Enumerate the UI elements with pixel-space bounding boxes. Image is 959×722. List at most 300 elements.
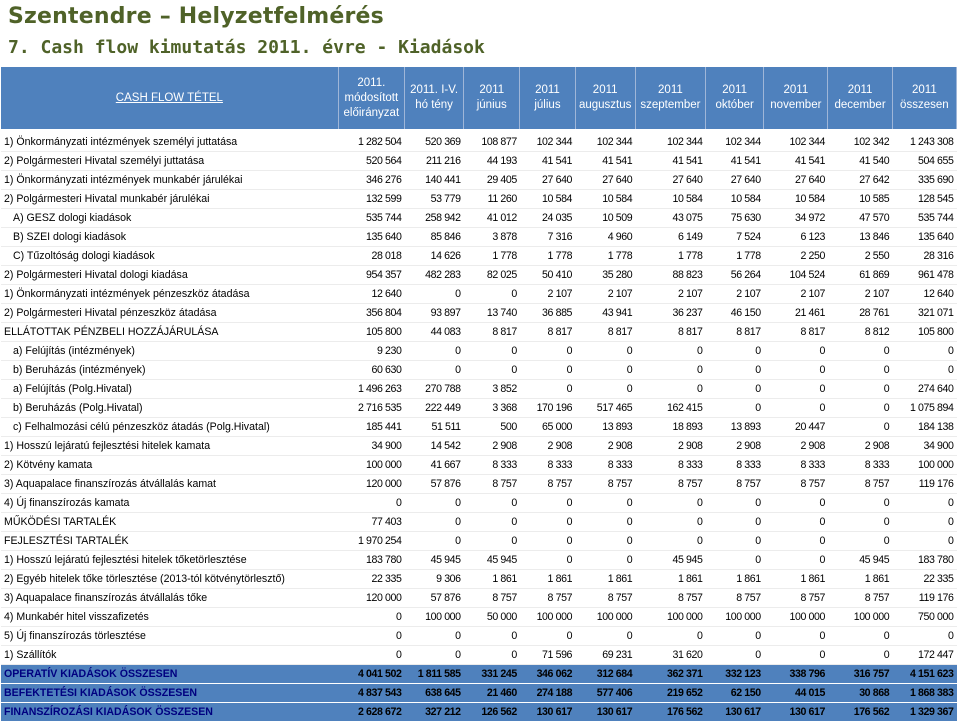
row-value: 22 335 bbox=[338, 570, 404, 589]
row-value: 128 545 bbox=[892, 190, 956, 209]
row-value: 0 bbox=[404, 627, 463, 646]
row-value: 8 757 bbox=[828, 589, 892, 608]
row-value: 1 861 bbox=[575, 570, 635, 589]
row-value: 71 596 bbox=[520, 646, 575, 665]
row-value: 41 541 bbox=[706, 152, 764, 171]
row-value: 8 757 bbox=[828, 475, 892, 494]
row-value: 332 123 bbox=[706, 665, 764, 684]
row-value: 105 800 bbox=[338, 323, 404, 342]
row-value: 274 640 bbox=[892, 380, 956, 399]
table-row bbox=[1, 456, 957, 475]
row-value: 2 107 bbox=[635, 285, 705, 304]
row-value: 1 075 894 bbox=[892, 399, 956, 418]
row-value: 0 bbox=[575, 513, 635, 532]
row-value: 482 283 bbox=[404, 266, 463, 285]
page-subtitle: 7. Cash flow kimutatás 2011. évre - Kiadások bbox=[8, 37, 485, 58]
row-value: 8 757 bbox=[764, 475, 828, 494]
row-value: 0 bbox=[764, 494, 828, 513]
row-value: 504 655 bbox=[892, 152, 956, 171]
table-row bbox=[1, 361, 957, 380]
row-value: 10 585 bbox=[828, 190, 892, 209]
row-label: a) Felújítás (intézmények) bbox=[1, 342, 338, 361]
row-label: B) SZEI dologi kiadások bbox=[1, 228, 338, 247]
row-value: 62 150 bbox=[706, 684, 764, 703]
row-value: 102 344 bbox=[575, 133, 635, 152]
row-value: 638 645 bbox=[404, 684, 463, 703]
row-value: 162 415 bbox=[635, 399, 705, 418]
row-value: 119 176 bbox=[892, 475, 956, 494]
row-value: 82 025 bbox=[464, 266, 520, 285]
row-value: 0 bbox=[764, 532, 828, 551]
table-row bbox=[1, 418, 957, 437]
table-row bbox=[1, 437, 957, 456]
row-label: 1) Hosszú lejáratú fejlesztési hitelek kamata bbox=[1, 437, 338, 456]
row-value: 51 511 bbox=[404, 418, 463, 437]
row-value: 0 bbox=[404, 532, 463, 551]
row-value: 41 012 bbox=[464, 209, 520, 228]
row-value: 0 bbox=[520, 494, 575, 513]
header-col-10: 2011 összesen bbox=[892, 67, 956, 129]
row-value: 24 035 bbox=[520, 209, 575, 228]
row-value: 10 584 bbox=[520, 190, 575, 209]
row-value: 2 908 bbox=[828, 437, 892, 456]
table-row bbox=[1, 380, 957, 399]
row-value: 130 617 bbox=[520, 703, 575, 722]
row-value: 45 945 bbox=[464, 551, 520, 570]
row-value: 3 368 bbox=[464, 399, 520, 418]
table-row bbox=[1, 190, 957, 209]
row-value: 0 bbox=[764, 399, 828, 418]
row-value: 0 bbox=[764, 551, 828, 570]
row-value: 0 bbox=[706, 342, 764, 361]
row-value: 0 bbox=[338, 627, 404, 646]
row-value: 100 000 bbox=[892, 456, 956, 475]
header-col-6: 2011 szeptember bbox=[635, 67, 705, 129]
row-value: 130 617 bbox=[764, 703, 828, 722]
row-label: A) GESZ dologi kiadások bbox=[1, 209, 338, 228]
row-value: 1 778 bbox=[575, 247, 635, 266]
table-row bbox=[1, 475, 957, 494]
row-value: 100 000 bbox=[520, 608, 575, 627]
row-value: 43 075 bbox=[635, 209, 705, 228]
row-value: 183 780 bbox=[338, 551, 404, 570]
row-label: c) Felhalmozási célú pénzeszköz átadás (Polg.Hivatal) bbox=[1, 418, 338, 437]
row-value: 108 877 bbox=[464, 133, 520, 152]
row-value: 0 bbox=[892, 494, 956, 513]
table-row bbox=[1, 285, 957, 304]
row-value: 7 524 bbox=[706, 228, 764, 247]
row-value: 61 869 bbox=[828, 266, 892, 285]
row-value: 222 449 bbox=[404, 399, 463, 418]
row-label: 1) Önkormányzati intézmények munkabér járulékai bbox=[1, 171, 338, 190]
row-value: 0 bbox=[706, 399, 764, 418]
row-value: 8 817 bbox=[464, 323, 520, 342]
row-label: 3) Aquapalace finanszírozás átvállalás kamat bbox=[1, 475, 338, 494]
row-value: 0 bbox=[404, 646, 463, 665]
row-value: 0 bbox=[404, 342, 463, 361]
header-col-9: 2011 december bbox=[828, 67, 892, 129]
row-value: 0 bbox=[706, 627, 764, 646]
row-value: 41 541 bbox=[764, 152, 828, 171]
row-value: 954 357 bbox=[338, 266, 404, 285]
row-value: 102 344 bbox=[520, 133, 575, 152]
row-value: 8 757 bbox=[706, 589, 764, 608]
row-value: 60 630 bbox=[338, 361, 404, 380]
row-value: 8 812 bbox=[828, 323, 892, 342]
row-value: 4 041 502 bbox=[338, 665, 404, 684]
row-value: 0 bbox=[828, 399, 892, 418]
row-value: 44 015 bbox=[764, 684, 828, 703]
row-value: 0 bbox=[575, 380, 635, 399]
row-value: 10 584 bbox=[706, 190, 764, 209]
row-value: 135 640 bbox=[338, 228, 404, 247]
row-value: 57 876 bbox=[404, 589, 463, 608]
row-value: 140 441 bbox=[404, 171, 463, 190]
row-value: 270 788 bbox=[404, 380, 463, 399]
row-value: 1 861 bbox=[764, 570, 828, 589]
row-value: 4 837 543 bbox=[338, 684, 404, 703]
row-value: 0 bbox=[635, 361, 705, 380]
row-value: 1 861 bbox=[635, 570, 705, 589]
table-row bbox=[1, 532, 957, 551]
row-value: 1 868 383 bbox=[892, 684, 956, 703]
row-value: 338 796 bbox=[764, 665, 828, 684]
row-value: 8 817 bbox=[706, 323, 764, 342]
row-value: 0 bbox=[764, 513, 828, 532]
row-label: b) Beruházás (intézmények) bbox=[1, 361, 338, 380]
row-value: 520 369 bbox=[404, 133, 463, 152]
row-value: 14 542 bbox=[404, 437, 463, 456]
row-value: 0 bbox=[575, 342, 635, 361]
row-value: 274 188 bbox=[520, 684, 575, 703]
row-value: 6 123 bbox=[764, 228, 828, 247]
row-value: 120 000 bbox=[338, 589, 404, 608]
row-value: 100 000 bbox=[575, 608, 635, 627]
table-row bbox=[1, 608, 957, 627]
row-value: 1 861 bbox=[706, 570, 764, 589]
row-value: 0 bbox=[338, 494, 404, 513]
row-value: 0 bbox=[338, 608, 404, 627]
row-value: 8 817 bbox=[635, 323, 705, 342]
row-value: 30 868 bbox=[828, 684, 892, 703]
row-value: 1 243 308 bbox=[892, 133, 956, 152]
header-col-3: 2011 június bbox=[464, 67, 520, 129]
row-value: 2 908 bbox=[575, 437, 635, 456]
row-value: 13 893 bbox=[575, 418, 635, 437]
row-label: 2) Polgármesteri Hivatal pénzeszköz átadása bbox=[1, 304, 338, 323]
row-value: 45 945 bbox=[404, 551, 463, 570]
row-value: 8 757 bbox=[464, 589, 520, 608]
row-value: 13 846 bbox=[828, 228, 892, 247]
row-value: 21 461 bbox=[764, 304, 828, 323]
row-value: 34 900 bbox=[892, 437, 956, 456]
row-value: 56 264 bbox=[706, 266, 764, 285]
row-value: 2 250 bbox=[764, 247, 828, 266]
row-label: 2) Polgármesteri Hivatal munkabér járulékai bbox=[1, 190, 338, 209]
row-value: 184 138 bbox=[892, 418, 956, 437]
row-value: 0 bbox=[404, 361, 463, 380]
row-value: 258 942 bbox=[404, 209, 463, 228]
row-value: 27 640 bbox=[575, 171, 635, 190]
row-label: 3) Aquapalace finanszírozás átvállalás tőke bbox=[1, 589, 338, 608]
row-value: 0 bbox=[706, 494, 764, 513]
row-value: 0 bbox=[828, 513, 892, 532]
row-value: 0 bbox=[764, 627, 828, 646]
row-value: 1 282 504 bbox=[338, 133, 404, 152]
row-value: 0 bbox=[764, 646, 828, 665]
row-value: 172 447 bbox=[892, 646, 956, 665]
row-value: 126 562 bbox=[464, 703, 520, 722]
row-value: 3 852 bbox=[464, 380, 520, 399]
row-value: 0 bbox=[464, 646, 520, 665]
row-value: 2 908 bbox=[706, 437, 764, 456]
row-value: 316 757 bbox=[828, 665, 892, 684]
table-row bbox=[1, 551, 957, 570]
row-value: 1 970 254 bbox=[338, 532, 404, 551]
row-value: 0 bbox=[404, 494, 463, 513]
row-value: 176 562 bbox=[635, 703, 705, 722]
row-label: b) Beruházás (Polg.Hivatal) bbox=[1, 399, 338, 418]
row-value: 88 823 bbox=[635, 266, 705, 285]
row-value: 8 333 bbox=[828, 456, 892, 475]
row-value: 13 740 bbox=[464, 304, 520, 323]
row-value: 41 541 bbox=[635, 152, 705, 171]
header-col-1: 2011. módosított előirányzat bbox=[338, 67, 404, 129]
row-value: 2 107 bbox=[764, 285, 828, 304]
table-row bbox=[1, 171, 957, 190]
row-value: 0 bbox=[464, 285, 520, 304]
row-value: 105 800 bbox=[892, 323, 956, 342]
row-value: 100 000 bbox=[404, 608, 463, 627]
row-value: 0 bbox=[575, 627, 635, 646]
row-value: 6 149 bbox=[635, 228, 705, 247]
row-value: 321 071 bbox=[892, 304, 956, 323]
row-value: 8 333 bbox=[464, 456, 520, 475]
table-header-row bbox=[1, 67, 957, 129]
row-value: 1 861 bbox=[520, 570, 575, 589]
row-value: 0 bbox=[764, 380, 828, 399]
row-label: 4) Munkabér hitel visszafizetés bbox=[1, 608, 338, 627]
row-value: 75 630 bbox=[706, 209, 764, 228]
row-value: 0 bbox=[464, 532, 520, 551]
row-value: 0 bbox=[520, 342, 575, 361]
row-value: 27 642 bbox=[828, 171, 892, 190]
table-row bbox=[1, 399, 957, 418]
row-value: 27 640 bbox=[706, 171, 764, 190]
row-value: 0 bbox=[520, 380, 575, 399]
row-value: 170 196 bbox=[520, 399, 575, 418]
row-value: 2 716 535 bbox=[338, 399, 404, 418]
table-row bbox=[1, 209, 957, 228]
row-value: 2 107 bbox=[520, 285, 575, 304]
row-value: 0 bbox=[520, 627, 575, 646]
row-value: 750 000 bbox=[892, 608, 956, 627]
row-value: 11 260 bbox=[464, 190, 520, 209]
row-value: 85 846 bbox=[404, 228, 463, 247]
row-value: 0 bbox=[404, 513, 463, 532]
row-value: 41 667 bbox=[404, 456, 463, 475]
row-value: 0 bbox=[575, 532, 635, 551]
row-value: 535 744 bbox=[338, 209, 404, 228]
row-label: 1) Szállítók bbox=[1, 646, 338, 665]
row-value: 28 018 bbox=[338, 247, 404, 266]
row-value: 130 617 bbox=[575, 703, 635, 722]
row-value: 8 757 bbox=[635, 475, 705, 494]
row-value: 28 316 bbox=[892, 247, 956, 266]
row-value: 211 216 bbox=[404, 152, 463, 171]
row-value: 0 bbox=[464, 513, 520, 532]
row-value: 0 bbox=[892, 627, 956, 646]
row-value: 331 245 bbox=[464, 665, 520, 684]
row-value: 0 bbox=[828, 342, 892, 361]
row-value: 2 107 bbox=[828, 285, 892, 304]
row-value: 10 584 bbox=[764, 190, 828, 209]
row-value: 176 562 bbox=[828, 703, 892, 722]
header-col-5: 2011 augusztus bbox=[575, 67, 635, 129]
row-label: 1) Hosszú lejáratú fejlesztési hitelek tőketörlesztése bbox=[1, 551, 338, 570]
row-value: 1 778 bbox=[635, 247, 705, 266]
row-value: 0 bbox=[828, 627, 892, 646]
table-row bbox=[1, 247, 957, 266]
row-value: 0 bbox=[828, 646, 892, 665]
row-value: 0 bbox=[575, 551, 635, 570]
row-value: 100 000 bbox=[764, 608, 828, 627]
row-value: 0 bbox=[575, 494, 635, 513]
row-value: 10 509 bbox=[575, 209, 635, 228]
row-value: 0 bbox=[635, 380, 705, 399]
row-value: 31 620 bbox=[635, 646, 705, 665]
row-value: 517 465 bbox=[575, 399, 635, 418]
row-value: 0 bbox=[706, 361, 764, 380]
row-value: 12 640 bbox=[892, 285, 956, 304]
row-value: 8 333 bbox=[764, 456, 828, 475]
row-value: 28 761 bbox=[828, 304, 892, 323]
row-label: OPERATÍV KIADÁSOK ÖSSZESEN bbox=[1, 665, 338, 684]
row-value: 0 bbox=[828, 532, 892, 551]
row-value: 1 861 bbox=[464, 570, 520, 589]
row-value: 1 811 585 bbox=[404, 665, 463, 684]
row-value: 36 237 bbox=[635, 304, 705, 323]
row-value: 8 757 bbox=[635, 589, 705, 608]
row-value: 45 945 bbox=[635, 551, 705, 570]
row-value: 14 626 bbox=[404, 247, 463, 266]
row-value: 102 342 bbox=[828, 133, 892, 152]
row-value: 120 000 bbox=[338, 475, 404, 494]
table-row bbox=[1, 228, 957, 247]
table-row bbox=[1, 494, 957, 513]
row-value: 520 564 bbox=[338, 152, 404, 171]
row-value: 219 652 bbox=[635, 684, 705, 703]
row-value: 8 817 bbox=[520, 323, 575, 342]
row-label: 5) Új finanszírozás törlesztése bbox=[1, 627, 338, 646]
row-value: 1 778 bbox=[706, 247, 764, 266]
row-value: 102 344 bbox=[635, 133, 705, 152]
row-value: 1 778 bbox=[520, 247, 575, 266]
cash-flow-table bbox=[1, 67, 957, 722]
row-value: 346 062 bbox=[520, 665, 575, 684]
row-label: 2) Kötvény kamata bbox=[1, 456, 338, 475]
row-value: 34 900 bbox=[338, 437, 404, 456]
row-value: 0 bbox=[706, 380, 764, 399]
row-value: 45 945 bbox=[828, 551, 892, 570]
row-value: 8 757 bbox=[706, 475, 764, 494]
row-value: 27 640 bbox=[764, 171, 828, 190]
row-label: ELLÁTOTTAK PÉNZBELI HOZZÁJÁRULÁSA bbox=[1, 323, 338, 342]
row-label: a) Felújítás (Polg.Hivatal) bbox=[1, 380, 338, 399]
row-value: 2 908 bbox=[764, 437, 828, 456]
header-col-8: 2011 november bbox=[764, 67, 828, 129]
row-value: 100 000 bbox=[338, 456, 404, 475]
table-row bbox=[1, 133, 957, 152]
row-value: 44 193 bbox=[464, 152, 520, 171]
row-value: 50 000 bbox=[464, 608, 520, 627]
row-value: 0 bbox=[404, 285, 463, 304]
row-label: FINANSZÍROZÁSI KIADÁSOK ÖSSZESEN bbox=[1, 703, 338, 722]
row-value: 362 371 bbox=[635, 665, 705, 684]
row-value: 4 960 bbox=[575, 228, 635, 247]
row-value: 0 bbox=[464, 627, 520, 646]
header-label: CASH FLOW TÉTEL bbox=[1, 67, 338, 129]
row-label: 2) Egyéb hitelek tőke törlesztése (2013-tól kötvénytörlesztő) bbox=[1, 570, 338, 589]
row-value: 8 757 bbox=[764, 589, 828, 608]
header-col-2: 2011. I-V. hó tény bbox=[404, 67, 463, 129]
row-value: 8 757 bbox=[464, 475, 520, 494]
row-value: 8 333 bbox=[635, 456, 705, 475]
row-value: 0 bbox=[635, 342, 705, 361]
row-value: 1 778 bbox=[464, 247, 520, 266]
row-value: 132 599 bbox=[338, 190, 404, 209]
row-value: 346 276 bbox=[338, 171, 404, 190]
header-col-4: 2011 július bbox=[520, 67, 575, 129]
row-value: 22 335 bbox=[892, 570, 956, 589]
row-label: 2) Polgármesteri Hivatal személyi juttatása bbox=[1, 152, 338, 171]
row-value: 0 bbox=[892, 513, 956, 532]
row-value: 0 bbox=[892, 342, 956, 361]
row-value: 2 908 bbox=[464, 437, 520, 456]
row-label: BEFEKTETÉSI KIADÁSOK ÖSSZESEN bbox=[1, 684, 338, 703]
total-row bbox=[1, 684, 957, 703]
row-value: 1 861 bbox=[828, 570, 892, 589]
row-value: 0 bbox=[635, 627, 705, 646]
row-value: 8 333 bbox=[706, 456, 764, 475]
row-value: 3 878 bbox=[464, 228, 520, 247]
row-value: 8 333 bbox=[575, 456, 635, 475]
row-value: 185 441 bbox=[338, 418, 404, 437]
row-value: 0 bbox=[828, 361, 892, 380]
row-value: 35 280 bbox=[575, 266, 635, 285]
row-value: 44 083 bbox=[404, 323, 463, 342]
row-value: 577 406 bbox=[575, 684, 635, 703]
row-value: 12 640 bbox=[338, 285, 404, 304]
row-value: 0 bbox=[828, 494, 892, 513]
row-value: 43 941 bbox=[575, 304, 635, 323]
row-value: 29 405 bbox=[464, 171, 520, 190]
row-value: 53 779 bbox=[404, 190, 463, 209]
row-label: 2) Polgármesteri Hivatal dologi kiadása bbox=[1, 266, 338, 285]
table-row bbox=[1, 152, 957, 171]
row-value: 535 744 bbox=[892, 209, 956, 228]
row-value: 0 bbox=[892, 532, 956, 551]
row-value: 8 757 bbox=[520, 589, 575, 608]
row-value: 356 804 bbox=[338, 304, 404, 323]
row-value: 0 bbox=[520, 551, 575, 570]
row-value: 0 bbox=[764, 342, 828, 361]
row-value: 20 447 bbox=[764, 418, 828, 437]
row-value: 2 550 bbox=[828, 247, 892, 266]
row-value: 0 bbox=[464, 494, 520, 513]
row-value: 8 817 bbox=[764, 323, 828, 342]
total-row bbox=[1, 665, 957, 684]
